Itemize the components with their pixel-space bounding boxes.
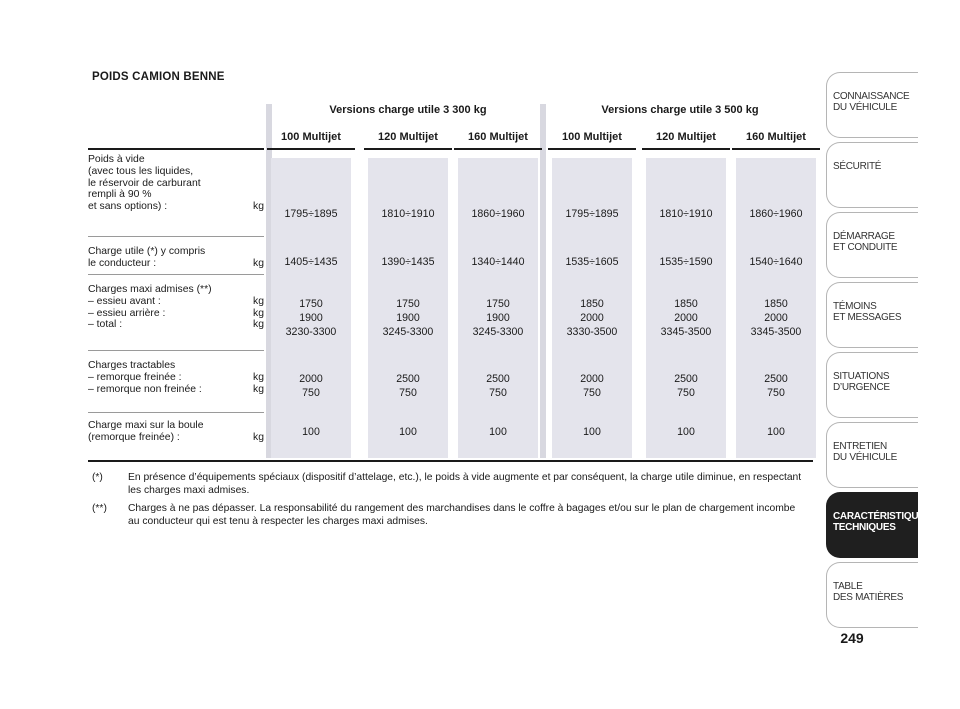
- row-label: [88, 284, 264, 331]
- table-cell: 100: [399, 426, 417, 438]
- column-header: 160 Multijet: [746, 131, 806, 143]
- row-separator: [88, 236, 264, 237]
- row-label: [88, 420, 264, 444]
- table-cell: 1900: [396, 312, 420, 324]
- row-label-unit: kg: [253, 383, 264, 395]
- table-cell: 3245-3300: [382, 326, 434, 338]
- row-label-text: le conducteur :: [88, 257, 157, 269]
- table-bottom-rule: [88, 460, 813, 462]
- table-cell: 2000: [580, 312, 604, 324]
- row-label-unit: kg: [253, 307, 264, 319]
- table-cell: 3330-3500: [566, 326, 618, 338]
- table-cell: 1540÷1640: [749, 256, 803, 268]
- row-label-text: Charge utile (*) y compris: [88, 246, 206, 257]
- row-label-unit: kg: [253, 319, 264, 331]
- nav-tab[interactable]: [826, 142, 918, 208]
- table-cell: 1535÷1590: [659, 256, 713, 268]
- table-cell: 1900: [486, 312, 510, 324]
- column-header: 100 Multijet: [562, 131, 622, 143]
- table-cell: 1405÷1435: [284, 256, 338, 268]
- table-cell: 1850: [580, 298, 604, 310]
- row-label-text: (avec tous les liquides,: [88, 165, 194, 177]
- column-header-underline: [454, 148, 542, 150]
- nav-tab-label: TABLE DES MATIÈRES: [833, 581, 904, 603]
- table-cell: 100: [302, 426, 320, 438]
- footnote-text: Charges à ne pas dépasser. La responsabilité du rangement des marchandises dans le coffre à bagages et/ou sur le plan de chargement incombe au conducteur qui est tenu à respecter les charges maxi admises.: [128, 503, 796, 527]
- table-cell: 2000: [299, 373, 323, 385]
- nav-tab-label: CONNAISSANCE DU VÉHICULE: [833, 91, 910, 113]
- table-cell: 1390÷1435: [381, 256, 435, 268]
- nav-tab[interactable]: [826, 422, 918, 488]
- table-cell: 1795÷1895: [284, 208, 338, 220]
- row-label-text: – essieu avant :: [88, 295, 161, 307]
- column-header-underline: [364, 148, 452, 150]
- table-cell: 1340÷1440: [471, 256, 525, 268]
- footnote-text: En présence d’équipements spéciaux (dispositif d’attelage, etc.), le poids à vide augmente et par conséquent, la charge utile diminue, en respectant les charges maxi admises.: [128, 472, 802, 496]
- table-cell: 3230-3300: [285, 326, 337, 338]
- table-cell: 100: [489, 426, 507, 438]
- page-number: 249: [840, 630, 864, 646]
- row-label-text: et sans options) :: [88, 201, 168, 213]
- nav-tab[interactable]: [826, 352, 918, 418]
- column-header: 120 Multijet: [656, 131, 716, 143]
- row-label-text: le réservoir de carburant: [88, 177, 201, 189]
- row-label-text: – remorque freinée :: [88, 371, 182, 383]
- row-label: [88, 360, 264, 395]
- nav-tab[interactable]: [826, 212, 918, 278]
- column-header-underline: [548, 148, 636, 150]
- table-cell: 1900: [299, 312, 323, 324]
- table-cell: 2000: [674, 312, 698, 324]
- group-header-3500: Versions charge utile 3 500 kg: [601, 104, 759, 116]
- chapter-nav: [826, 72, 931, 632]
- group-divider: [540, 104, 546, 458]
- table-cell: 2500: [764, 373, 788, 385]
- group-header-3300: Versions charge utile 3 300 kg: [329, 104, 487, 116]
- table-cell: 750: [302, 387, 320, 399]
- table-cell: 1810÷1910: [659, 208, 713, 220]
- row-label-text: – total :: [88, 319, 123, 331]
- row-separator: [88, 350, 264, 351]
- table-cell: 1810÷1910: [381, 208, 435, 220]
- nav-tab[interactable]: [826, 72, 918, 138]
- column-header: 160 Multijet: [468, 131, 528, 143]
- column-header: 100 Multijet: [281, 131, 341, 143]
- table-cell: 2500: [486, 373, 510, 385]
- footnote: [92, 503, 804, 528]
- page-title: POIDS CAMION BENNE: [92, 71, 225, 83]
- table-cell: 2000: [580, 373, 604, 385]
- row-label-text: Charges tractables: [88, 360, 176, 371]
- footnote: [92, 472, 804, 497]
- row-separator: [88, 412, 264, 413]
- nav-tab[interactable]: [826, 492, 931, 558]
- column-header-underline: [642, 148, 730, 150]
- nav-tab-label: TÉMOINS ET MESSAGES: [833, 301, 902, 323]
- column-header-underline: [732, 148, 820, 150]
- footnotes: [92, 472, 804, 534]
- table-cell: 100: [583, 426, 601, 438]
- table-cell: 1750: [299, 298, 323, 310]
- table-cell: 1750: [396, 298, 420, 310]
- table-cell: 750: [583, 387, 601, 399]
- table-cell: 100: [677, 426, 695, 438]
- row-label-unit: kg: [253, 257, 264, 269]
- row-label-text: – essieu arrière :: [88, 307, 166, 319]
- table-cell: 1850: [764, 298, 788, 310]
- table-cell: 3245-3300: [472, 326, 524, 338]
- table-cell: 1535÷1605: [565, 256, 619, 268]
- table-cell: 100: [767, 426, 785, 438]
- row-label-text: rempli à 90 %: [88, 189, 152, 201]
- row-label: [88, 246, 264, 270]
- column-header-underline: [267, 148, 355, 150]
- table-cell: 750: [677, 387, 695, 399]
- table-cell: 2000: [764, 312, 788, 324]
- label-header-underline: [88, 148, 264, 150]
- row-label-text: (remorque freinée) :: [88, 431, 180, 443]
- nav-tab-label: SÉCURITÉ: [833, 161, 882, 172]
- row-label-unit: kg: [253, 371, 264, 383]
- nav-tab[interactable]: [826, 562, 918, 628]
- nav-tab-label: ENTRETIEN DU VÉHICULE: [833, 441, 897, 463]
- table-cell: 750: [489, 387, 507, 399]
- row-label-unit: kg: [253, 295, 264, 307]
- table-cell: 2500: [674, 373, 698, 385]
- row-separator: [88, 274, 264, 275]
- table-cell: 2500: [396, 373, 420, 385]
- table-cell: 1850: [674, 298, 698, 310]
- table-cell: 750: [399, 387, 417, 399]
- row-label-text: Charge maxi sur la boule: [88, 420, 204, 431]
- table-cell: 1750: [486, 298, 510, 310]
- column-header: 120 Multijet: [378, 131, 438, 143]
- table-cell: 1795÷1895: [565, 208, 619, 220]
- table-cell: 3345-3500: [750, 326, 802, 338]
- nav-tab-label: SITUATIONS D’URGENCE: [833, 371, 890, 393]
- table-cell: 750: [767, 387, 785, 399]
- table-cell: 3345-3500: [660, 326, 712, 338]
- row-label: [88, 154, 264, 213]
- row-label-text: – remorque non freinée :: [88, 383, 202, 395]
- row-label-unit: kg: [253, 431, 264, 443]
- nav-tab[interactable]: [826, 282, 918, 348]
- row-label-unit: kg: [253, 201, 264, 213]
- table-cell: 1860÷1960: [749, 208, 803, 220]
- row-label-text: Charges maxi admises (**): [88, 284, 212, 295]
- nav-tab-label: DÉMARRAGE ET CONDUITE: [833, 231, 898, 253]
- nav-tab-label: CARACTÉRISTIQUES TECHNIQUES: [833, 511, 931, 533]
- table-cell: 1860÷1960: [471, 208, 525, 220]
- row-label-text: Poids à vide: [88, 154, 145, 165]
- footnote-marker: (*): [92, 472, 103, 483]
- footnote-marker: (**): [92, 503, 107, 514]
- weights-table: [88, 98, 813, 468]
